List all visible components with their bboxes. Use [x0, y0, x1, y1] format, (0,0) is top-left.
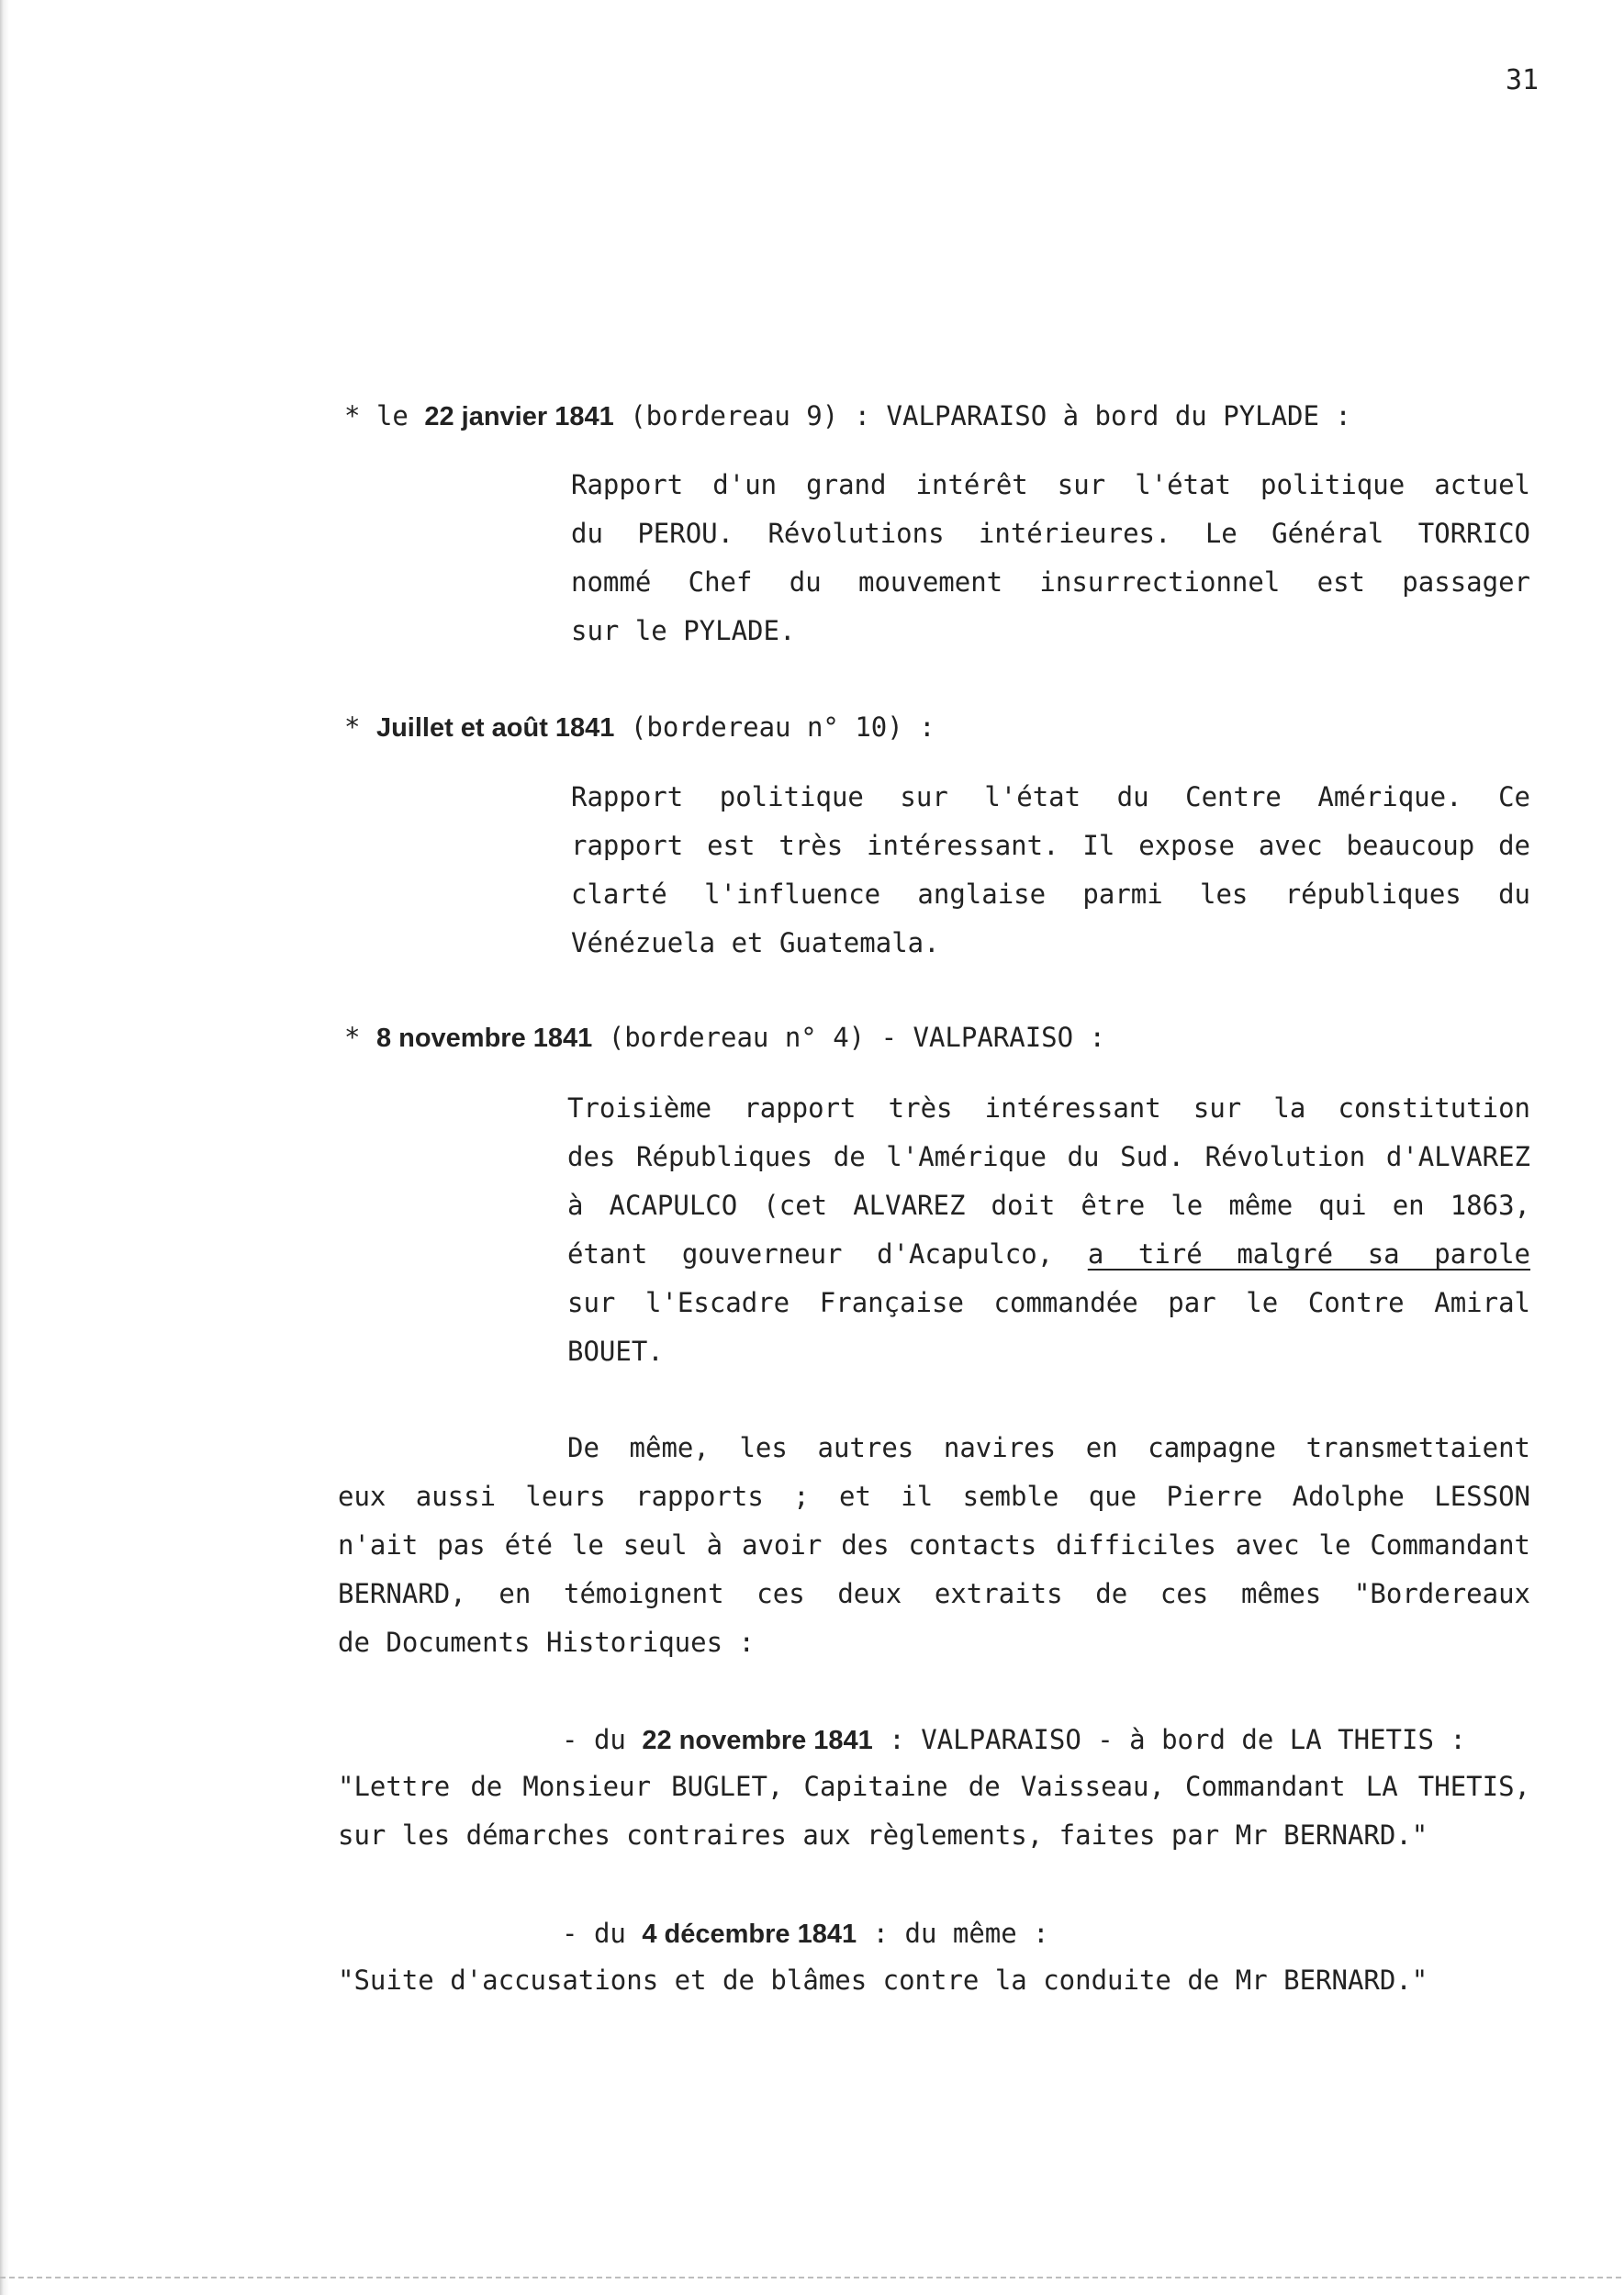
page-number: 31 [1506, 64, 1540, 96]
paragraph-line: n'ait pas été le seul à avoir des contacts difficiles avec le Commandant [338, 1529, 1530, 1561]
summary-line: nommé Chef du mouvement insurrectionnel est passager [571, 566, 1530, 598]
entry-location: : VALPARAISO à bord du PYLADE : [854, 400, 1351, 431]
extract-heading [562, 1917, 1049, 1951]
entry-heading [344, 1021, 1105, 1055]
entry-summary [567, 1084, 1530, 1376]
summary-line: Rapport d'un grand intérêt sur l'état politique actuel [571, 469, 1530, 500]
entry-bullet: * [344, 711, 361, 743]
extract-quote [338, 1763, 1530, 1860]
extract-dash: - [562, 1918, 578, 1949]
quote-line: "Suite d'accusations et de blâmes contre la conduite de Mr BERNARD." [338, 1965, 1428, 1996]
summary-line: BOUET. [567, 1336, 664, 1367]
entry-heading [344, 711, 935, 744]
extract-location: : VALPARAISO - à bord de LA THETIS : [889, 1724, 1466, 1755]
summary-line [567, 1230, 1530, 1279]
body-paragraph [338, 1424, 1530, 1667]
summary-line: Rapport politique sur l'état du Centre Amérique. Ce [571, 781, 1530, 812]
extract-heading [562, 1723, 1466, 1757]
entry-prefix: le [375, 400, 409, 431]
summary-line: Troisième rapport très intéressant sur la constitution [567, 1092, 1530, 1124]
paragraph-line: de Documents Historiques : [338, 1627, 755, 1658]
summary-line: clarté l'influence anglaise parmi les républiques du [571, 879, 1530, 910]
entry-summary [571, 461, 1530, 655]
scan-left-edge [0, 0, 9, 2295]
entry-heading [344, 399, 1351, 433]
paragraph-line: eux aussi leurs rapports ; et il semble que Pierre Adolphe LESSON [338, 1481, 1530, 1512]
underlined-text: a tiré malgré sa parole [1087, 1238, 1530, 1270]
summary-line: Vénézuela et Guatemala. [571, 927, 940, 958]
extract-dash: - [562, 1724, 578, 1755]
entry-bullet: * [344, 1022, 361, 1053]
quote-line: sur les démarches contraires aux règlements, faites par Mr BERNARD." [338, 1819, 1428, 1851]
extract-quote [338, 1956, 1530, 2005]
entry-reference: (bordereau 9) [630, 400, 839, 431]
summary-line: sur le PYLADE. [571, 615, 796, 646]
entry-reference: (bordereau n° 10) : [630, 711, 935, 743]
extract-date: 4 décembre 1841 [642, 1920, 857, 1949]
summary-line: des Républiques de l'Amérique du Sud. Révolution d'ALVAREZ [567, 1141, 1530, 1172]
summary-line: à ACAPULCO (cet ALVAREZ doit être le même qui en 1863, [567, 1190, 1530, 1221]
summary-text: étant gouverneur d'Acapulco, [567, 1238, 1054, 1270]
entry-date: 8 novembre 1841 [375, 1024, 593, 1053]
entry-reference: (bordereau n° 4) - VALPARAISO : [608, 1022, 1106, 1053]
entry-date: Juillet et août 1841 [375, 713, 615, 743]
summary-line: du PEROU. Révolutions intérieures. Le Général TORRICO [571, 518, 1530, 549]
paragraph-line: De même, les autres navires en campagne transmettaient [567, 1432, 1530, 1463]
scan-bottom-edge [0, 2277, 1624, 2278]
summary-line: rapport est très intéressant. Il expose avec beaucoup de [571, 830, 1530, 861]
extract-prefix: du [593, 1918, 626, 1949]
entry-date: 22 janvier 1841 [424, 402, 614, 431]
extract-date: 22 novembre 1841 [642, 1726, 873, 1755]
summary-line: sur l'Escadre Française commandée par le Contre Amiral [567, 1287, 1530, 1318]
extract-prefix: du [593, 1724, 626, 1755]
quote-line: "Lettre de Monsieur BUGLET, Capitaine de Vaisseau, Commandant LA THETIS, [338, 1771, 1530, 1802]
entry-bullet: * [344, 400, 361, 431]
extract-location: : du même : [872, 1918, 1049, 1949]
paragraph-line: BERNARD, en témoignent ces deux extraits de ces mêmes "Bordereaux [338, 1578, 1530, 1609]
entry-summary [571, 773, 1530, 968]
